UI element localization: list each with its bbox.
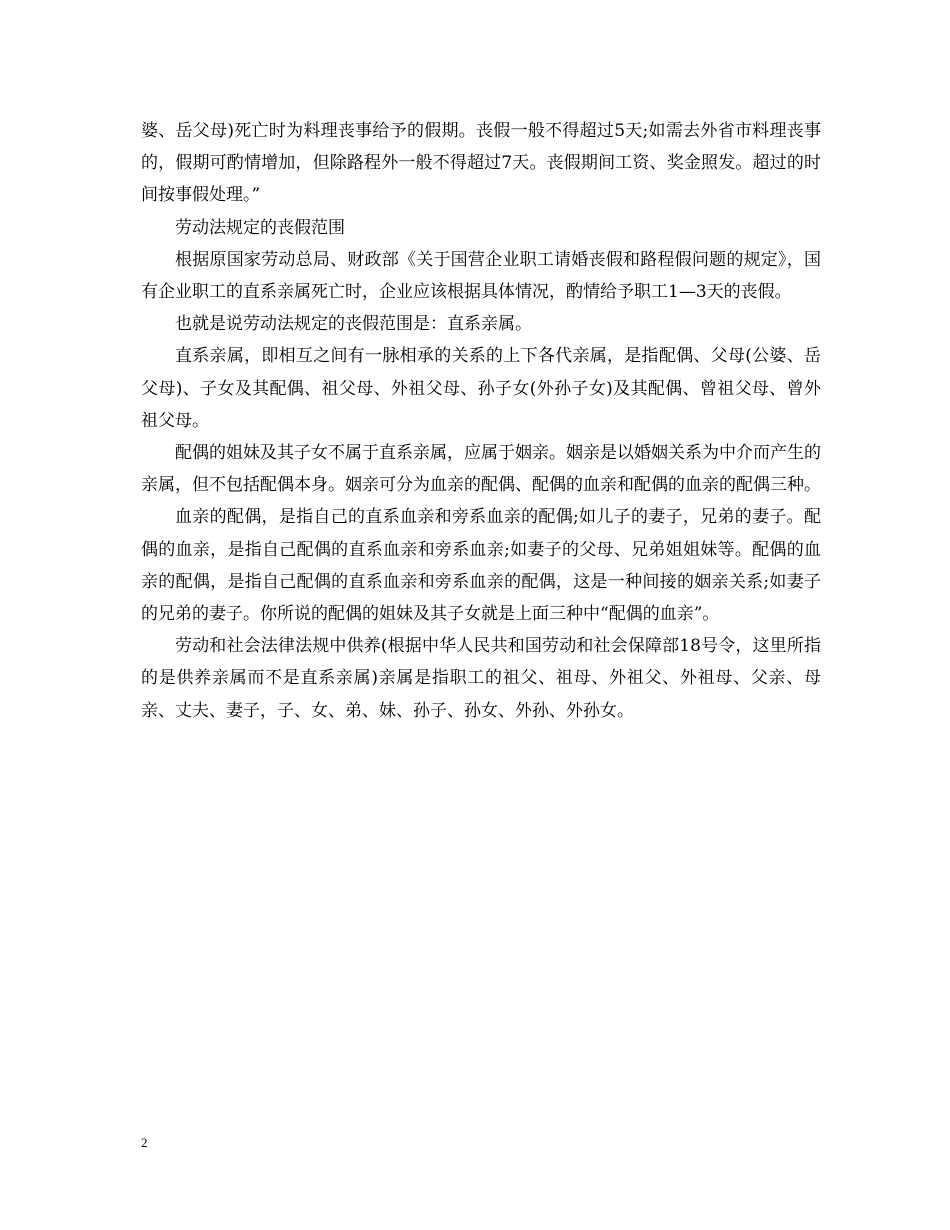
body-text [141,115,821,727]
paragraph: 配偶的姐妹及其子女不属于直系亲属，应属于姻亲。姻亲是以婚姻关系为中介而产生的亲属，但不包括配偶本身。姻亲可分为血亲的配偶、配偶的血亲和配偶的血亲的配偶三种。 [141,443,821,496]
page-number: 2 [141,1135,148,1150]
paragraph: 劳动和社会法律法规中供养(根据中华人民共和国劳动和社会保障部18号令，这里所指的是供养亲属而不是直系亲属)亲属是指职工的祖父、祖母、外祖父、外祖母、父亲、母亲、丈夫、妻子，子、女、弟、妹、孙子、孙女、外孙、外孙女。 [141,636,821,721]
paragraph: 直系亲属，即相互之间有一脉相承的关系的上下各代亲属，是指配偶、父母(公婆、岳父母)、子女及其配偶、祖父母、外祖父母、孙子女(外孙子女)及其配偶、曾祖父母、曾外祖父母。 [141,346,821,431]
section-heading: 劳动法规定的丧假范围 [175,217,345,238]
paragraph: 也就是说劳动法规定的丧假范围是：直系亲属。 [175,314,532,335]
paragraph: 婆、岳父母)死亡时为料理丧事给予的假期。丧假一般不得超过5天;如需去外省市料理丧事的，假期可酌情增加，但除路程外一般不得超过7天。丧假期间工资、奖金照发。超过的时间按事假处理。” [141,121,821,206]
paragraph: 血亲的配偶，是指自己的直系血亲和旁系血亲的配偶;如儿子的妻子，兄弟的妻子。配偶的血亲，是指自己配偶的直系血亲和旁系血亲;如妻子的父母、兄弟姐姐妹等。配偶的血亲的配偶，是指自己配偶的直系血亲和旁系血亲的配偶，这是一种间接的姻亲关系;如妻子的兄弟的妻子。你所说的配偶的姐妹及其子女就是上面三种中“配偶的血亲”。 [141,507,821,625]
paragraph: 根据原国家劳动总局、财政部《关于国营企业职工请婚丧假和路程假问题的规定》，国有企业职工的直系亲属死亡时，企业应该根据具体情况，酌情给予职工1—3天的丧假。 [141,249,821,303]
